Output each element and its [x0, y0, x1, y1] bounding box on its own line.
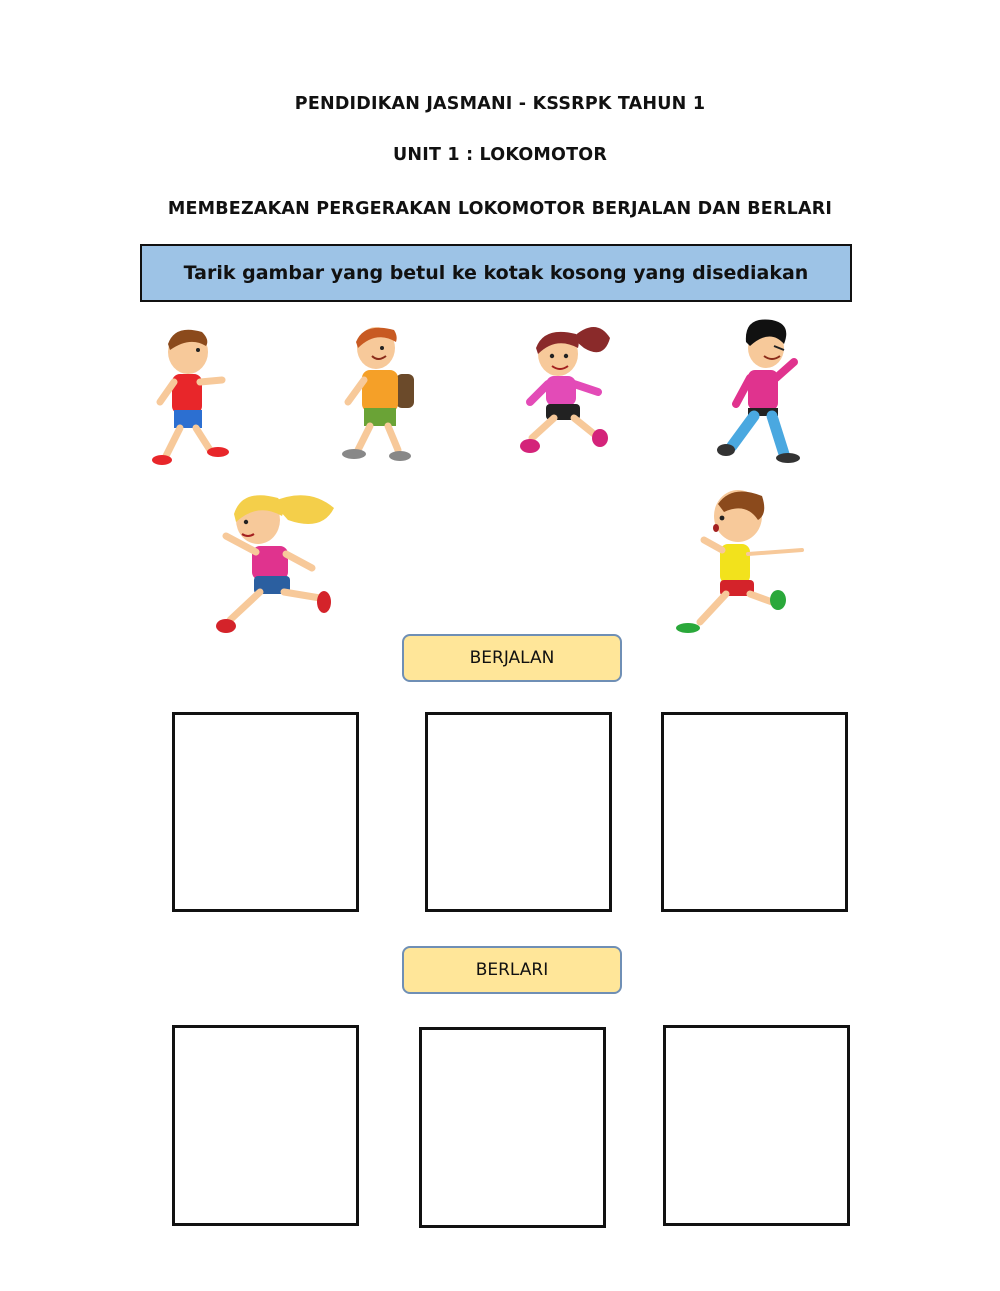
- category-label-berlari: [402, 946, 622, 994]
- drop-box-berlari-3[interactable]: [663, 1025, 850, 1226]
- draggable-figure-boy-backpack-walking[interactable]: [334, 322, 424, 464]
- drop-box-berjalan-3[interactable]: [661, 712, 848, 912]
- drop-box-berjalan-1[interactable]: [172, 712, 359, 912]
- backpack: [396, 374, 414, 408]
- instruction-banner: [140, 244, 852, 302]
- objective-title: MEMBEZAKAN PERGERAKAN LOKOMOTOR BERJALAN DAN BERLARI: [167, 199, 833, 219]
- category-label-text: BERLARI: [475, 960, 549, 980]
- draggable-figure-man-pink-shirt-walking[interactable]: [714, 316, 810, 466]
- drop-box-berlari-2[interactable]: [419, 1027, 606, 1228]
- unit-title: UNIT 1 : LOKOMOTOR: [393, 145, 607, 165]
- draggable-figure-boy-red-shirt-walking[interactable]: [140, 322, 240, 472]
- drop-box-berjalan-2[interactable]: [425, 712, 612, 912]
- drop-box-berlari-1[interactable]: [172, 1025, 359, 1226]
- draggable-figure-boy-yellow-shirt-running[interactable]: [672, 484, 806, 640]
- worksheet-subject-title: PENDIDIKAN JASMANI - KSSRPK TAHUN 1: [294, 94, 706, 114]
- category-label-text: BERJALAN: [469, 648, 555, 668]
- draggable-figure-girl-blonde-running[interactable]: [212, 486, 338, 638]
- instruction-text: Tarik gambar yang betul ke kotak kosong yang disediakan: [183, 262, 809, 284]
- draggable-figure-girl-pink-running[interactable]: [514, 318, 620, 464]
- category-label-berjalan: [402, 634, 622, 682]
